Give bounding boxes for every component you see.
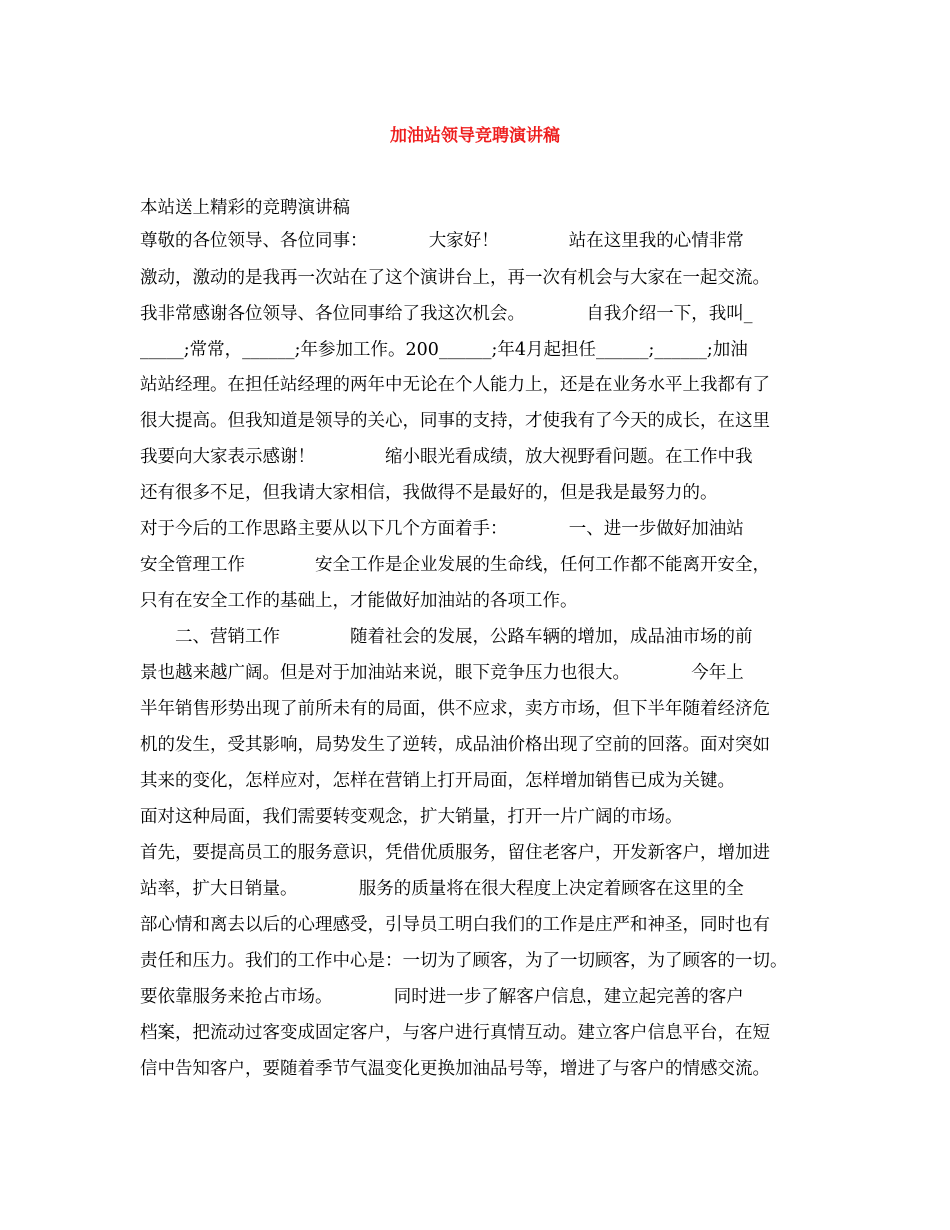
body-line: 安全管理工作 安全工作是企业发展的生命线，任何工作都不能离开安全， bbox=[140, 555, 770, 575]
document-title: 加油站领导竞聘演讲稿 bbox=[390, 126, 560, 146]
body-line: 机的发生，受其影响，局势发生了逆转，成品油价格出现了空前的回落。面对突如 bbox=[140, 735, 770, 755]
body-line: 本站送上精彩的竞聘演讲稿 bbox=[140, 198, 350, 218]
body-line: 很大提高。但我知道是领导的关心，同事的支持，才使我有了今天的成长，在这里 bbox=[140, 411, 770, 431]
body-line: 我非常感谢各位领导、各位同事给了我这次机会。 自我介绍一下，我叫_ bbox=[140, 304, 753, 324]
body-line: 站站经理。在担任站经理的两年中无论在个人能力上，还是在业务水平上我都有了 bbox=[140, 375, 770, 395]
body-line: 二、营销工作 随着社会的发展，公路车辆的增加，成品油市场的前 bbox=[140, 627, 753, 647]
body-line: 首先，要提高员工的服务意识，凭借优质服务，留住老客户，开发新客户，增加进 bbox=[140, 843, 770, 863]
body-line: 部心情和离去以后的心理感受，引导员工明白我们的工作是庄严和神圣，同时也有 bbox=[140, 915, 770, 935]
body-line: _____;常常，______;年参加工作。200______;年4月起担任______;______;加油 bbox=[140, 340, 748, 360]
body-line: 要依靠服务来抢占市场。 同时进一步了解客户信息，建立起完善的客户 bbox=[140, 987, 744, 1007]
body-line: 其来的变化，怎样应对，怎样在营销上打开局面，怎样增加销售已成为关键。 bbox=[140, 771, 735, 791]
body-line: 信中告知客户，要随着季节气温变化更换加油品号等，增进了与客户的情感交流。 bbox=[140, 1059, 770, 1079]
body-line: 我要向大家表示感谢！ 缩小眼光看成绩，放大视野看问题。在工作中我 bbox=[140, 447, 753, 467]
body-line: 景也越来越广阔。但是对于加油站来说，眼下竞争压力也很大。 今年上 bbox=[140, 663, 744, 683]
body-line: 档案，把流动过客变成固定客户，与客户进行真情互动。建立客户信息平台，在短 bbox=[140, 1023, 770, 1043]
body-line: 尊敬的各位领导、各位同事： 大家好！ 站在这里我的心情非常 bbox=[140, 231, 744, 251]
body-line: 对于今后的工作思路主要从以下几个方面着手： 一、进一步做好加油站 bbox=[140, 519, 744, 539]
body-line: 面对这种局面，我们需要转变观念，扩大销量，打开一片广阔的市场。 bbox=[140, 807, 683, 827]
body-line: 站率，扩大日销量。 服务的质量将在很大程度上决定着顾客在这里的全 bbox=[140, 879, 744, 899]
body-line: 激动，激动的是我再一次站在了这个演讲台上，再一次有机会与大家在一起交流。 bbox=[140, 268, 770, 288]
body-line: 半年销售形势出现了前所未有的局面，供不应求，卖方市场，但下半年随着经济危 bbox=[140, 699, 770, 719]
body-line: 责任和压力。我们的工作中心是：一切为了顾客，为了一切顾客，为了顾客的一切。 bbox=[140, 951, 788, 971]
body-line: 还有很多不足，但我请大家相信，我做得不是最好的，但是我是最努力的。 bbox=[140, 483, 718, 503]
body-line: 只有在安全工作的基础上，才能做好加油站的各项工作。 bbox=[140, 591, 578, 611]
